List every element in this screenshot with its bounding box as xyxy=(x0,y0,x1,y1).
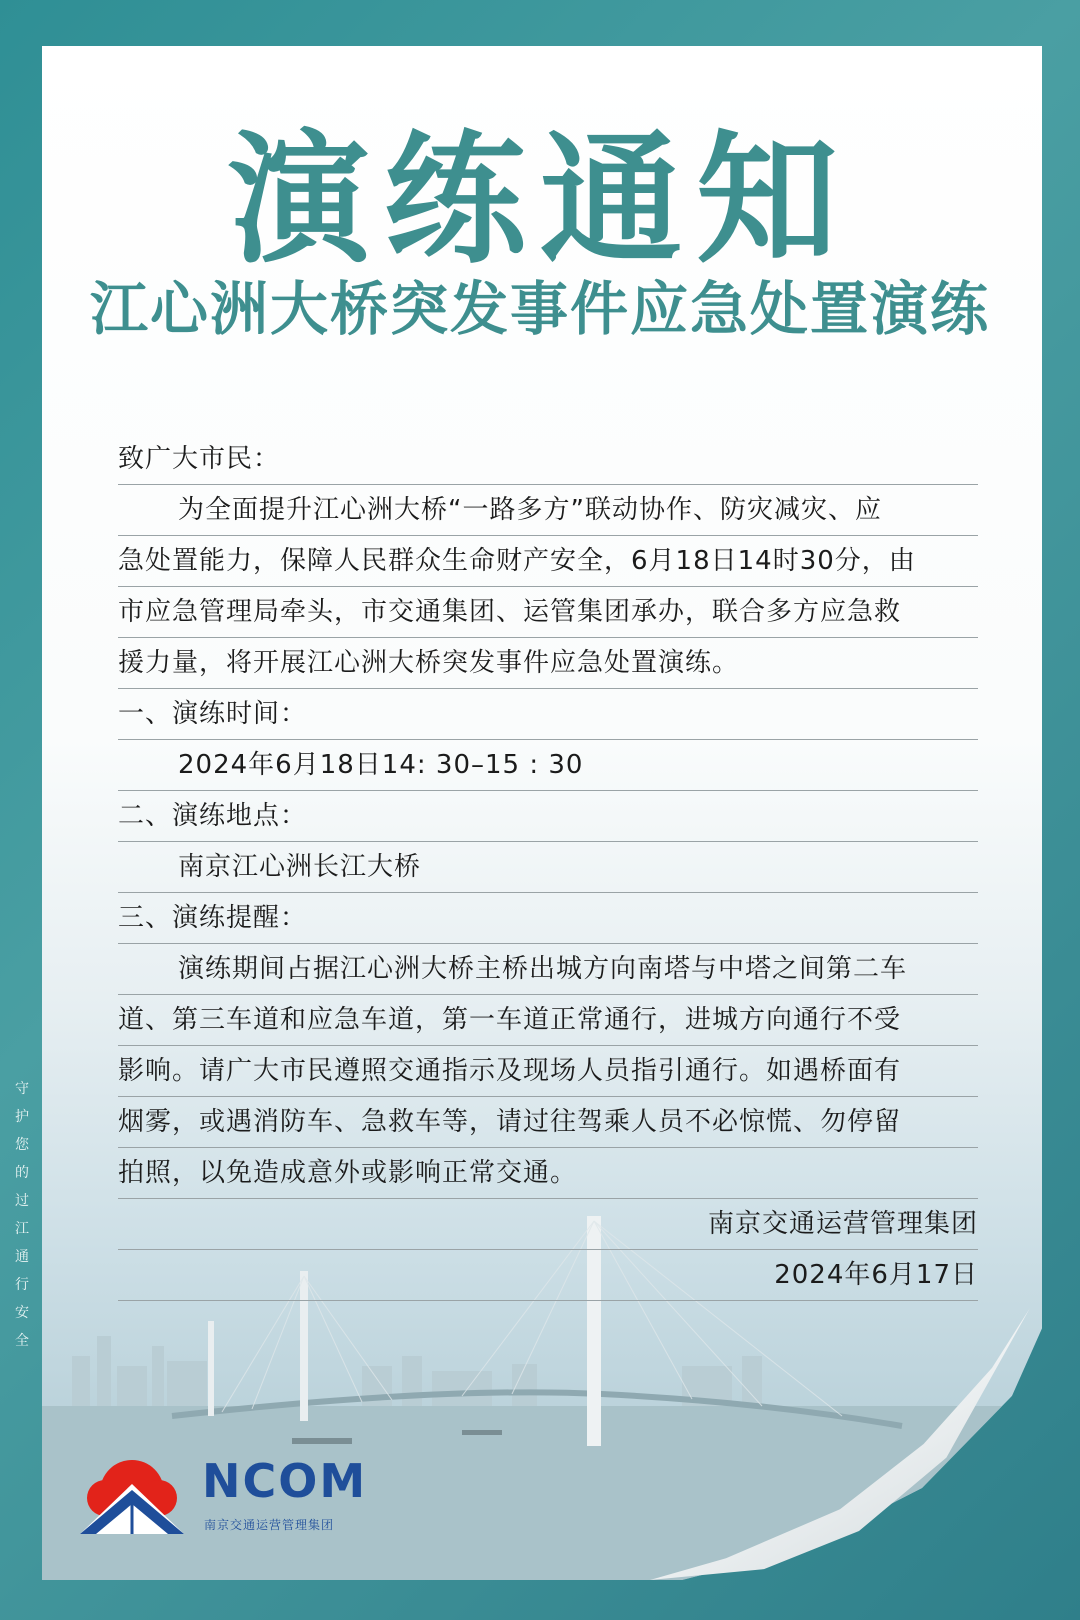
side-slogan: 守护您的过江通行安全 xyxy=(15,1081,29,1349)
section-value-location: 南京江心洲长江大桥 xyxy=(118,842,978,893)
logo-name: NCOM xyxy=(202,1454,368,1508)
notice-body xyxy=(118,434,978,1301)
reminder-line: 影响。请广大市民遵照交通指示及现场人员指引通行。如遇桥面有 xyxy=(118,1046,978,1097)
ncom-emblem-icon xyxy=(72,1454,192,1544)
issue-date: 2024年6月17日 xyxy=(118,1250,978,1301)
section-value-time: 2024年6月18日14: 30–15 : 30 xyxy=(118,740,978,791)
greeting: 致广大市民： xyxy=(118,434,978,485)
section-title-location: 二、演练地点： xyxy=(118,791,978,842)
reminder-line: 演练期间占据江心洲大桥主桥出城方向南塔与中塔之间第二车 xyxy=(118,944,978,995)
intro-line: 急处置能力，保障人民群众生命财产安全，6月18日14时30分，由 xyxy=(118,536,978,587)
reminder-line: 道、第三车道和应急车道，第一车道正常通行，进城方向通行不受 xyxy=(118,995,978,1046)
intro-line: 市应急管理局牵头，市交通集团、运管集团承办，联合多方应急救 xyxy=(118,587,978,638)
reminder-line: 拍照，以免造成意外或影响正常交通。 xyxy=(118,1148,978,1199)
page-subtitle: 江心洲大桥突发事件应急处置演练 xyxy=(89,275,990,343)
section-title-time: 一、演练时间： xyxy=(118,689,978,740)
ncom-logo xyxy=(72,1454,372,1544)
logo-subtitle: 南京交通运营管理集团 xyxy=(204,1518,335,1532)
signature: 南京交通运营管理集团 xyxy=(118,1199,978,1250)
intro-line: 援力量，将开展江心洲大桥突发事件应急处置演练。 xyxy=(118,638,978,689)
page-title: 演练通知 xyxy=(228,118,852,283)
intro-line: 为全面提升江心洲大桥“一路多方”联动协作、防灾减灾、应 xyxy=(118,485,978,536)
section-title-reminder: 三、演练提醒： xyxy=(118,893,978,944)
reminder-line: 烟雾，或遇消防车、急救车等，请过往驾乘人员不必惊慌、勿停留 xyxy=(118,1097,978,1148)
